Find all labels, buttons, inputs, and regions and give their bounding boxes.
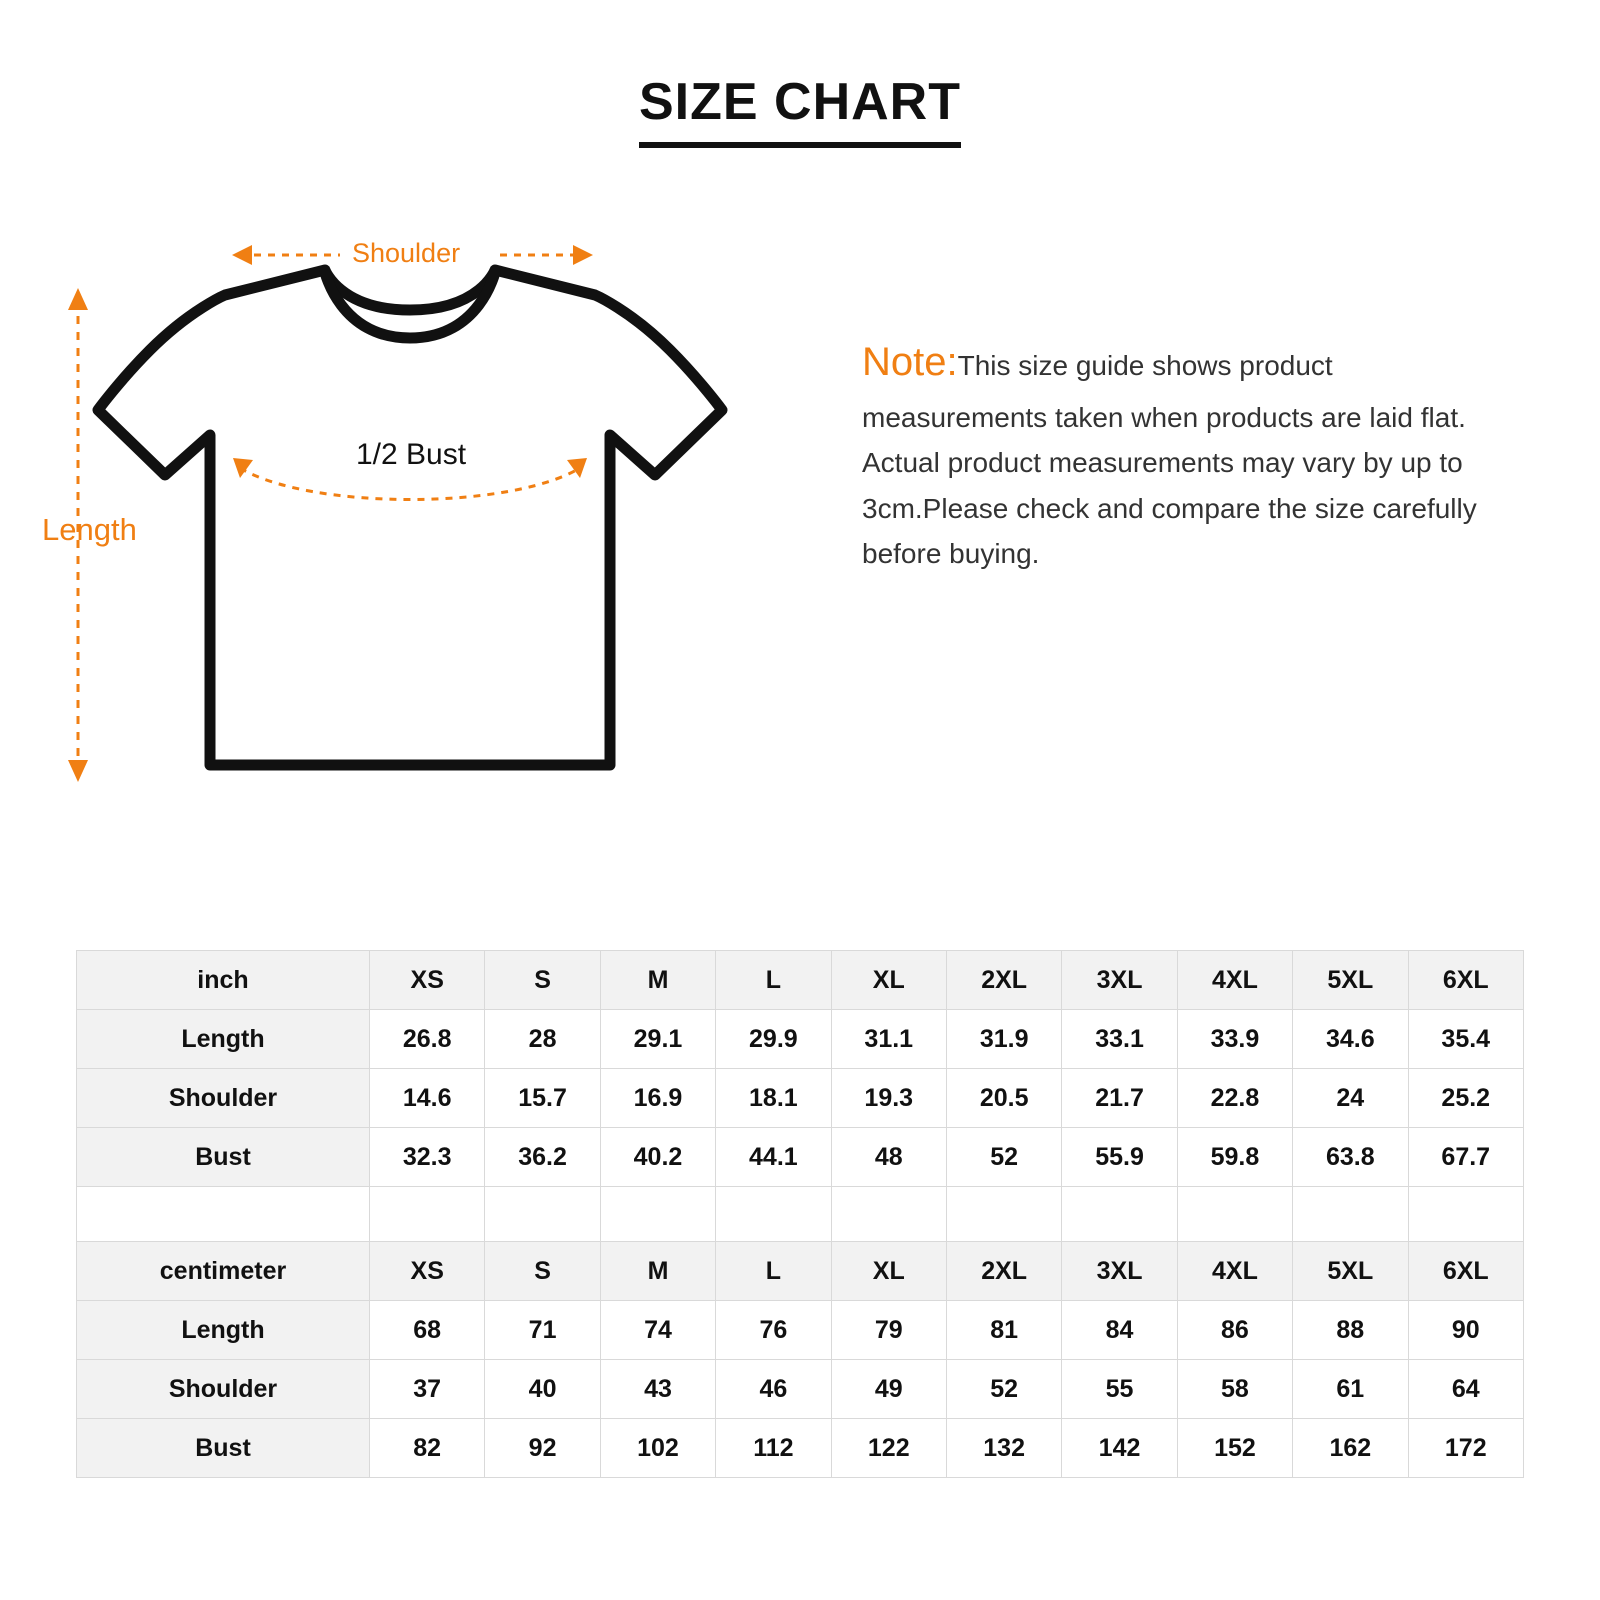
col-header-s: S xyxy=(485,1242,600,1301)
col-header-xs: XS xyxy=(370,951,485,1010)
cell: 22.8 xyxy=(1177,1069,1292,1128)
cell: 37 xyxy=(370,1360,485,1419)
row-label-length-inch: Length xyxy=(77,1010,370,1069)
col-header-m: M xyxy=(600,951,715,1010)
cell: 40.2 xyxy=(600,1128,715,1187)
length-label: Length xyxy=(42,512,137,547)
col-header-l: L xyxy=(716,951,831,1010)
note-label: Note: xyxy=(862,340,958,384)
col-header-xl: XL xyxy=(831,1242,946,1301)
col-header-4xl: 4XL xyxy=(1177,1242,1292,1301)
cell: 122 xyxy=(831,1419,946,1478)
cell: 24 xyxy=(1293,1069,1408,1128)
row-label-shoulder-inch: Shoulder xyxy=(77,1069,370,1128)
cell: 28 xyxy=(485,1010,600,1069)
cell: 26.8 xyxy=(370,1010,485,1069)
cell: 92 xyxy=(485,1419,600,1478)
cell: 33.1 xyxy=(1062,1010,1177,1069)
cell: 52 xyxy=(946,1128,1061,1187)
cell: 74 xyxy=(600,1301,715,1360)
unit-header-centimeter: centimeter xyxy=(77,1242,370,1301)
cell: 71 xyxy=(485,1301,600,1360)
cell: 162 xyxy=(1293,1419,1408,1478)
cell: 46 xyxy=(716,1360,831,1419)
cell: 67.7 xyxy=(1408,1128,1523,1187)
cell: 20.5 xyxy=(946,1069,1061,1128)
cell: 59.8 xyxy=(1177,1128,1292,1187)
page-title-container xyxy=(0,72,1600,148)
cell: 34.6 xyxy=(1293,1010,1408,1069)
col-header-3xl: 3XL xyxy=(1062,951,1177,1010)
unit-header-inch: inch xyxy=(77,951,370,1010)
spacer-cell xyxy=(370,1187,485,1242)
cell: 14.6 xyxy=(370,1069,485,1128)
note-paragraph xyxy=(862,330,1502,576)
tshirt-diagram-svg xyxy=(40,210,840,830)
col-header-5xl: 5XL xyxy=(1293,951,1408,1010)
col-header-4xl: 4XL xyxy=(1177,951,1292,1010)
spacer-cell xyxy=(1408,1187,1523,1242)
cell: 76 xyxy=(716,1301,831,1360)
cell: 68 xyxy=(370,1301,485,1360)
spacer-cell xyxy=(1177,1187,1292,1242)
cell: 44.1 xyxy=(716,1128,831,1187)
cell: 84 xyxy=(1062,1301,1177,1360)
cell: 40 xyxy=(485,1360,600,1419)
spacer-cell xyxy=(1062,1187,1177,1242)
col-header-5xl: 5XL xyxy=(1293,1242,1408,1301)
cell: 35.4 xyxy=(1408,1010,1523,1069)
cell: 132 xyxy=(946,1419,1061,1478)
cell: 64 xyxy=(1408,1360,1523,1419)
cell: 16.9 xyxy=(600,1069,715,1128)
row-label-bust-cm: Bust xyxy=(77,1419,370,1478)
cell: 31.9 xyxy=(946,1010,1061,1069)
cell: 43 xyxy=(600,1360,715,1419)
length-arrow-bottom xyxy=(68,760,88,782)
table-row xyxy=(77,1069,1524,1128)
cell: 25.2 xyxy=(1408,1069,1523,1128)
cell: 19.3 xyxy=(831,1069,946,1128)
spacer-cell xyxy=(946,1187,1061,1242)
shoulder-label: Shoulder xyxy=(352,238,461,268)
cell: 90 xyxy=(1408,1301,1523,1360)
cell: 18.1 xyxy=(716,1069,831,1128)
cell: 32.3 xyxy=(370,1128,485,1187)
table-row-header-cm xyxy=(77,1242,1524,1301)
cell: 63.8 xyxy=(1293,1128,1408,1187)
cell: 82 xyxy=(370,1419,485,1478)
spacer-cell xyxy=(600,1187,715,1242)
cell: 31.1 xyxy=(831,1010,946,1069)
spacer-cell xyxy=(716,1187,831,1242)
shoulder-arrow-left xyxy=(232,245,252,265)
cell: 52 xyxy=(946,1360,1061,1419)
cell: 48 xyxy=(831,1128,946,1187)
length-arrow-top xyxy=(68,288,88,310)
table-row xyxy=(77,1419,1524,1478)
col-header-xl: XL xyxy=(831,951,946,1010)
col-header-6xl: 6XL xyxy=(1408,951,1523,1010)
cell: 36.2 xyxy=(485,1128,600,1187)
tshirt-illustration xyxy=(40,210,840,830)
cell: 86 xyxy=(1177,1301,1292,1360)
col-header-m: M xyxy=(600,1242,715,1301)
cell: 142 xyxy=(1062,1419,1177,1478)
note-body: This size guide shows product measurements taken when products are laid flat. Actual product measurements may vary by up to 3cm.Please check and compare the size carefully before buying. xyxy=(862,350,1477,569)
row-label-length-cm: Length xyxy=(77,1301,370,1360)
shoulder-arrow-right xyxy=(573,245,593,265)
cell: 61 xyxy=(1293,1360,1408,1419)
cell: 112 xyxy=(716,1419,831,1478)
size-tables xyxy=(76,950,1524,1478)
page-title: SIZE CHART xyxy=(639,72,961,148)
col-header-6xl: 6XL xyxy=(1408,1242,1523,1301)
col-header-2xl: 2XL xyxy=(946,1242,1061,1301)
table-row xyxy=(77,1360,1524,1419)
table-row xyxy=(77,1010,1524,1069)
note-block xyxy=(862,330,1502,576)
cell: 81 xyxy=(946,1301,1061,1360)
spacer-cell xyxy=(831,1187,946,1242)
cell: 29.1 xyxy=(600,1010,715,1069)
bust-label: 1/2 Bust xyxy=(356,438,467,471)
spacer-cell xyxy=(1293,1187,1408,1242)
cell: 79 xyxy=(831,1301,946,1360)
cell: 102 xyxy=(600,1419,715,1478)
spacer-cell xyxy=(485,1187,600,1242)
table-row-header-inch xyxy=(77,951,1524,1010)
cell: 49 xyxy=(831,1360,946,1419)
col-header-s: S xyxy=(485,951,600,1010)
table-row xyxy=(77,1128,1524,1187)
cell: 55 xyxy=(1062,1360,1177,1419)
cell: 15.7 xyxy=(485,1069,600,1128)
col-header-xs: XS xyxy=(370,1242,485,1301)
cell: 55.9 xyxy=(1062,1128,1177,1187)
cell: 88 xyxy=(1293,1301,1408,1360)
size-table-inch xyxy=(76,950,1524,1478)
cell: 58 xyxy=(1177,1360,1292,1419)
cell: 29.9 xyxy=(716,1010,831,1069)
col-header-l: L xyxy=(716,1242,831,1301)
row-label-shoulder-cm: Shoulder xyxy=(77,1360,370,1419)
row-label-bust-inch: Bust xyxy=(77,1128,370,1187)
col-header-3xl: 3XL xyxy=(1062,1242,1177,1301)
col-header-2xl: 2XL xyxy=(946,951,1061,1010)
cell: 172 xyxy=(1408,1419,1523,1478)
spacer-cell xyxy=(77,1187,370,1242)
cell: 152 xyxy=(1177,1419,1292,1478)
tshirt-body-path xyxy=(98,270,722,765)
cell: 21.7 xyxy=(1062,1069,1177,1128)
table-row xyxy=(77,1301,1524,1360)
cell: 33.9 xyxy=(1177,1010,1292,1069)
table-spacer-row xyxy=(77,1187,1524,1242)
